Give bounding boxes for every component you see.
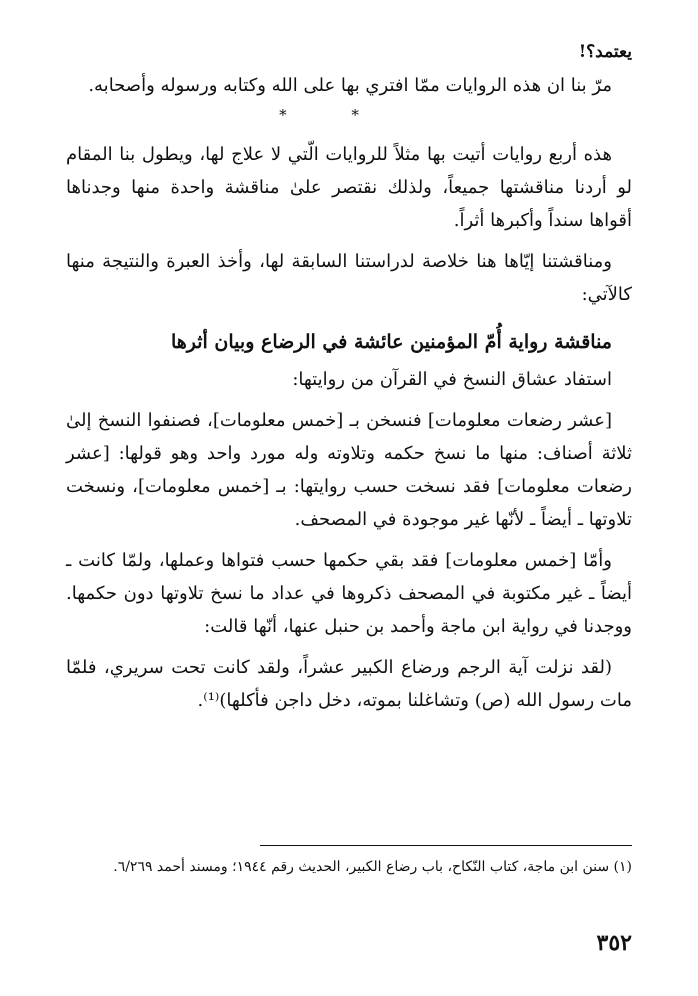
paragraph-1: مرّ بنا ان هذه الروايات ممّا افتري بها على الله وكتابه ورسوله وأصحابه. [88, 75, 612, 96]
paragraph-4: استفاد عشاق النسخ في القرآن من روايتها: [292, 369, 612, 390]
paragraph-7-quote: (لقد نزلت آية الرجم ورضاع الكبير عشراً، ولقد كانت تحت سريري، فلمّا مات رسول الله (ص) وتشاغلنا بموته، دخل داجن فأكلها)⁽¹⁾. [66, 657, 632, 711]
paragraph-6: وأمّا [خمس معلومات] فقد بقي حكمها حسب فتواها وعملها، ولمّا كانت ـ أيضاً ـ غير مكتوبة في المصحف ذكروها في عداد ما نسخ تلاوتها دون حكمها. ووجدنا في رواية ابن ماجة وأحمد بن حنبل عنها، أنّها قالت: [66, 550, 632, 637]
paragraph-3: ومناقشتنا إيّاها هنا خلاصة لدراستنا السابقة لها، وأخذ العبرة والنتيجة منها كالآتي: [66, 251, 632, 305]
footnote-divider [260, 845, 632, 846]
section-heading: مناقشة رواية أُمّ المؤمنين عائشة في الرضاع وبيان أثرها [170, 331, 612, 353]
paragraph-5: [عشر رضعات معلومات] فنسخن بـ [خمس معلومات]، فصنفوا النسخ إلىٰ ثلاثة أصناف: منها ما نسخ حكمه وتلاوته وله مورد واحد وهو قولها: [عشر رضعات معلومات] فقد نسخت حسب روايتها: بـ [خمس معلومات]، ونسخت تلاوتها ـ أيضاً ـ لأنّها غير موجودة في المصحف. [66, 410, 632, 530]
section-separator: * * [279, 106, 389, 124]
continuation-line: يعتمد؟! [578, 42, 632, 62]
paragraph-2: هذه أربع روايات أتيت بها مثلاً للروايات الّتي لا علاج لها، ويطول بنا المقام لو أردنا مناقشتها جميعاً، ولذلك نقتصر علىٰ مناقشة واحدة منها وجدناها أقواها سنداً وأكبرها أثراً. [66, 144, 632, 231]
page-number: ٣٥٢ [596, 930, 632, 956]
footnote: (١) سنن ابن ماجة، كتاب النّكاح، باب رضاع الكبير، الحديث رقم ١٩٤٤؛ ومسند أحمد ٦/٢٦٩. [113, 859, 632, 875]
